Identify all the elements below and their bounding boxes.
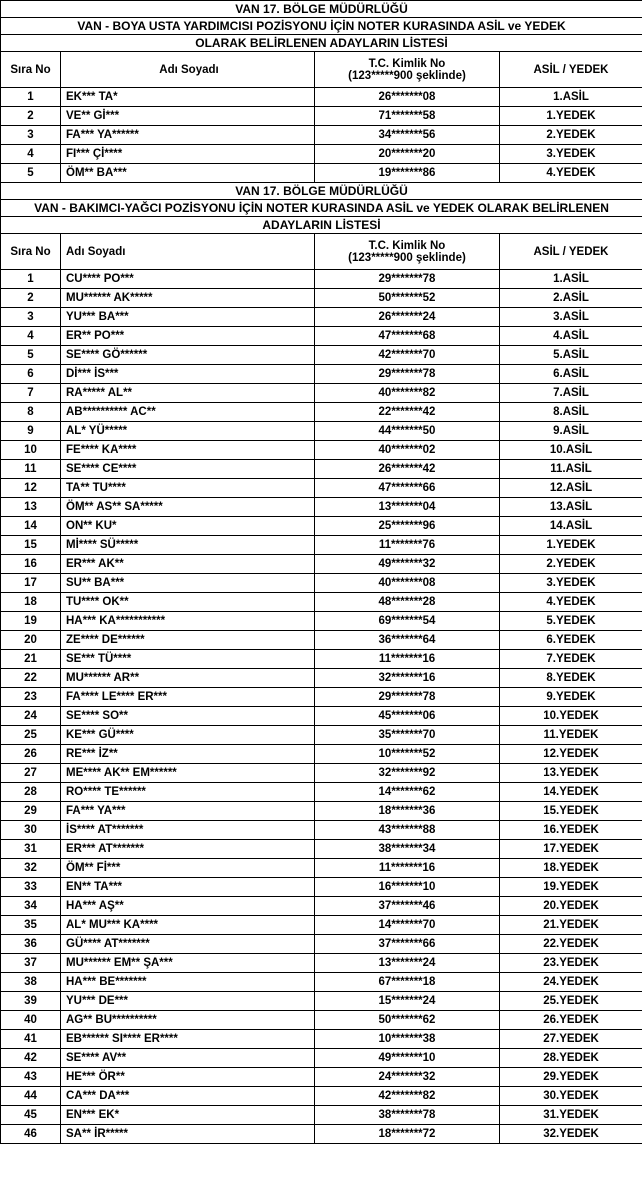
tc-kimlik-no: 36*******64	[315, 631, 500, 650]
tc-kimlik-no: 44*******50	[315, 422, 500, 441]
asil-yedek-status: 5.ASİL	[500, 346, 642, 365]
tc-kimlik-no: 26*******42	[315, 460, 500, 479]
tc-kimlik-no: 11*******16	[315, 650, 500, 669]
row-number: 18	[1, 593, 61, 612]
tc-kimlik-no: 22*******42	[315, 403, 500, 422]
asil-yedek-status: 10.ASİL	[500, 441, 642, 460]
candidate-name: VE** Gİ***	[61, 107, 315, 126]
table-row	[1, 935, 642, 954]
asil-yedek-status: 3.ASİL	[500, 308, 642, 327]
asil-yedek-status: 27.YEDEK	[500, 1030, 642, 1049]
table-row	[1, 270, 642, 289]
table-row	[1, 498, 642, 517]
header-adi-soyadi: Adı Soyadı	[61, 234, 315, 270]
row-number: 44	[1, 1087, 61, 1106]
candidate-name: FA**** LE**** ER***	[61, 688, 315, 707]
candidate-name: ON** KU*	[61, 517, 315, 536]
asil-yedek-status: 6.YEDEK	[500, 631, 642, 650]
candidate-name: SE**** SO**	[61, 707, 315, 726]
candidate-name: FE**** KA****	[61, 441, 315, 460]
table-row	[1, 365, 642, 384]
table-row	[1, 973, 642, 992]
tc-kimlik-no: 25*******96	[315, 517, 500, 536]
tc-kimlik-no: 13*******04	[315, 498, 500, 517]
table-row	[1, 916, 642, 935]
tc-kimlik-no: 49*******32	[315, 555, 500, 574]
table-header-row	[1, 52, 642, 88]
asil-yedek-status: 2.ASİL	[500, 289, 642, 308]
asil-yedek-status: 4.YEDEK	[500, 593, 642, 612]
row-number: 10	[1, 441, 61, 460]
row-number: 38	[1, 973, 61, 992]
candidate-name: YU*** DE***	[61, 992, 315, 1011]
candidate-name: ME**** AK** EM******	[61, 764, 315, 783]
table-row	[1, 954, 642, 973]
table-row	[1, 441, 642, 460]
table-row	[1, 688, 642, 707]
table-row	[1, 164, 642, 183]
asil-yedek-status: 28.YEDEK	[500, 1049, 642, 1068]
row-number: 25	[1, 726, 61, 745]
table-row	[1, 555, 642, 574]
candidate-name: EN*** EK*	[61, 1106, 315, 1125]
table-row	[1, 631, 642, 650]
candidate-name: SE**** GÖ******	[61, 346, 315, 365]
asil-yedek-status: 25.YEDEK	[500, 992, 642, 1011]
asil-yedek-status: 17.YEDEK	[500, 840, 642, 859]
row-number: 32	[1, 859, 61, 878]
row-number: 46	[1, 1125, 61, 1144]
row-number: 2	[1, 107, 61, 126]
table-row	[1, 308, 642, 327]
header-sira-no: Sıra No	[1, 52, 61, 88]
candidate-name: Dİ*** İS***	[61, 365, 315, 384]
table-row	[1, 1087, 642, 1106]
section1-title-row	[1, 35, 642, 52]
tc-kimlik-no: 42*******70	[315, 346, 500, 365]
asil-yedek-status: 9.ASİL	[500, 422, 642, 441]
asil-yedek-status: 6.ASİL	[500, 365, 642, 384]
row-number: 28	[1, 783, 61, 802]
candidate-name: CA*** DA***	[61, 1087, 315, 1106]
table-row	[1, 821, 642, 840]
asil-yedek-status: 22.YEDEK	[500, 935, 642, 954]
header-tc-kimlik	[315, 234, 500, 270]
candidate-name: HE*** ÖR**	[61, 1068, 315, 1087]
table-row	[1, 593, 642, 612]
row-number: 26	[1, 745, 61, 764]
asil-yedek-status: 1.ASİL	[500, 88, 642, 107]
tc-kimlik-no: 37*******46	[315, 897, 500, 916]
tc-kimlik-no: 40*******08	[315, 574, 500, 593]
tc-kimlik-no: 10*******52	[315, 745, 500, 764]
header-sira-no: Sıra No	[1, 234, 61, 270]
row-number: 9	[1, 422, 61, 441]
candidate-name: MU****** AK*****	[61, 289, 315, 308]
candidate-name: SE**** AV**	[61, 1049, 315, 1068]
candidate-name: SE*** TÜ****	[61, 650, 315, 669]
row-number: 42	[1, 1049, 61, 1068]
table-row	[1, 1068, 642, 1087]
row-number: 21	[1, 650, 61, 669]
asil-yedek-status: 24.YEDEK	[500, 973, 642, 992]
row-number: 43	[1, 1068, 61, 1087]
table-row	[1, 1125, 642, 1144]
tc-kimlik-no: 35*******70	[315, 726, 500, 745]
candidate-name: ER*** AK**	[61, 555, 315, 574]
candidate-name: HA*** AŞ**	[61, 897, 315, 916]
header-asil-yedek: ASİL / YEDEK	[500, 234, 642, 270]
list-title: ADAYLARIN LİSTESİ	[1, 217, 642, 234]
tc-kimlik-no: 47*******66	[315, 479, 500, 498]
row-number: 23	[1, 688, 61, 707]
tc-kimlik-no: 18*******36	[315, 802, 500, 821]
row-number: 31	[1, 840, 61, 859]
asil-yedek-status: 7.YEDEK	[500, 650, 642, 669]
tc-kimlik-no: 15*******24	[315, 992, 500, 1011]
row-number: 5	[1, 346, 61, 365]
table-row	[1, 992, 642, 1011]
table-row	[1, 107, 642, 126]
tc-kimlik-no: 16*******10	[315, 878, 500, 897]
row-number: 19	[1, 612, 61, 631]
table-row	[1, 669, 642, 688]
row-number: 4	[1, 327, 61, 346]
row-number: 36	[1, 935, 61, 954]
asil-yedek-status: 21.YEDEK	[500, 916, 642, 935]
candidate-name: FA*** YA***	[61, 802, 315, 821]
table-row	[1, 384, 642, 403]
asil-yedek-status: 1.YEDEK	[500, 536, 642, 555]
table-row	[1, 612, 642, 631]
asil-yedek-status: 15.YEDEK	[500, 802, 642, 821]
candidate-name: CU**** PO***	[61, 270, 315, 289]
row-number: 11	[1, 460, 61, 479]
row-number: 6	[1, 365, 61, 384]
asil-yedek-status: 7.ASİL	[500, 384, 642, 403]
candidate-name: GÜ**** AT*******	[61, 935, 315, 954]
row-number: 24	[1, 707, 61, 726]
header-adi-soyadi: Adı Soyadı	[61, 52, 315, 88]
table-row	[1, 707, 642, 726]
table-row	[1, 1049, 642, 1068]
list-title: OLARAK BELİRLENEN ADAYLARIN LİSTESİ	[1, 35, 642, 52]
tc-kimlik-no: 38*******34	[315, 840, 500, 859]
candidate-name: SU** BA***	[61, 574, 315, 593]
table-row	[1, 126, 642, 145]
header-tc-kimlik	[315, 52, 500, 88]
section2-title-row	[1, 183, 642, 200]
table-row	[1, 88, 642, 107]
tc-kimlik-no: 26*******08	[315, 88, 500, 107]
asil-yedek-status: 14.YEDEK	[500, 783, 642, 802]
row-number: 35	[1, 916, 61, 935]
candidate-name: FA*** YA******	[61, 126, 315, 145]
candidate-name: HA*** KA***********	[61, 612, 315, 631]
table-row	[1, 840, 642, 859]
asil-yedek-status: 31.YEDEK	[500, 1106, 642, 1125]
candidate-name: Mİ**** SÜ*****	[61, 536, 315, 555]
candidate-name: EK*** TA*	[61, 88, 315, 107]
row-number: 29	[1, 802, 61, 821]
asil-yedek-status: 4.YEDEK	[500, 164, 642, 183]
row-number: 16	[1, 555, 61, 574]
tc-kimlik-no: 48*******28	[315, 593, 500, 612]
candidate-name: RO**** TE******	[61, 783, 315, 802]
tc-kimlik-no: 29*******78	[315, 688, 500, 707]
asil-yedek-status: 1.ASİL	[500, 270, 642, 289]
table-row	[1, 802, 642, 821]
asil-yedek-status: 13.ASİL	[500, 498, 642, 517]
candidate-name: EN** TA***	[61, 878, 315, 897]
asil-yedek-status: 26.YEDEK	[500, 1011, 642, 1030]
section1-title-row	[1, 18, 642, 35]
tc-kimlik-no: 32*******16	[315, 669, 500, 688]
section2-title-row	[1, 200, 642, 217]
row-number: 45	[1, 1106, 61, 1125]
tc-kimlik-no: 26*******24	[315, 308, 500, 327]
tc-kimlik-no: 38*******78	[315, 1106, 500, 1125]
asil-yedek-status: 19.YEDEK	[500, 878, 642, 897]
table-row	[1, 536, 642, 555]
asil-yedek-status: 12.YEDEK	[500, 745, 642, 764]
section1-title-row	[1, 1, 642, 18]
row-number: 17	[1, 574, 61, 593]
office-title: VAN 17. BÖLGE MÜDÜRLÜĞÜ	[1, 183, 642, 200]
tc-kimlik-no: 29*******78	[315, 270, 500, 289]
row-number: 5	[1, 164, 61, 183]
asil-yedek-status: 20.YEDEK	[500, 897, 642, 916]
table-row	[1, 745, 642, 764]
header-asil-yedek: ASİL / YEDEK	[500, 52, 642, 88]
candidate-name: YU*** BA***	[61, 308, 315, 327]
table-row	[1, 859, 642, 878]
tc-kimlik-no: 11*******76	[315, 536, 500, 555]
asil-yedek-status: 2.YEDEK	[500, 126, 642, 145]
tc-kimlik-no: 18*******72	[315, 1125, 500, 1144]
candidate-name: SE**** CE****	[61, 460, 315, 479]
row-number: 2	[1, 289, 61, 308]
asil-yedek-status: 16.YEDEK	[500, 821, 642, 840]
asil-yedek-status: 23.YEDEK	[500, 954, 642, 973]
candidate-name: FI*** Çİ****	[61, 145, 315, 164]
row-number: 7	[1, 384, 61, 403]
candidate-name: ÖM** AS** SA*****	[61, 498, 315, 517]
tc-kimlik-no: 32*******92	[315, 764, 500, 783]
tc-kimlik-no: 43*******88	[315, 821, 500, 840]
row-number: 30	[1, 821, 61, 840]
row-number: 14	[1, 517, 61, 536]
tc-kimlik-no: 40*******82	[315, 384, 500, 403]
tc-kimlik-no: 49*******10	[315, 1049, 500, 1068]
tc-kimlik-no: 42*******82	[315, 1087, 500, 1106]
candidate-name: AG** BU**********	[61, 1011, 315, 1030]
row-number: 34	[1, 897, 61, 916]
tc-kimlik-no: 67*******18	[315, 973, 500, 992]
tc-kimlik-no: 20*******20	[315, 145, 500, 164]
row-number: 1	[1, 88, 61, 107]
table-row	[1, 145, 642, 164]
asil-yedek-status: 18.YEDEK	[500, 859, 642, 878]
row-number: 4	[1, 145, 61, 164]
table-row	[1, 422, 642, 441]
asil-yedek-status: 13.YEDEK	[500, 764, 642, 783]
row-number: 1	[1, 270, 61, 289]
table-row	[1, 517, 642, 536]
table-row	[1, 346, 642, 365]
asil-yedek-status: 4.ASİL	[500, 327, 642, 346]
row-number: 27	[1, 764, 61, 783]
row-number: 37	[1, 954, 61, 973]
asil-yedek-status: 10.YEDEK	[500, 707, 642, 726]
asil-yedek-status: 1.YEDEK	[500, 107, 642, 126]
candidate-name: İS**** AT*******	[61, 821, 315, 840]
row-number: 33	[1, 878, 61, 897]
asil-yedek-status: 8.YEDEK	[500, 669, 642, 688]
header-tc-format: (123*****900 şeklinde)	[348, 69, 466, 82]
table-row	[1, 403, 642, 422]
list-title: VAN - BOYA USTA YARDIMCISI POZİSYONU İÇİN NOTER KURASINDA ASİL ve YEDEK	[1, 18, 642, 35]
tc-kimlik-no: 50*******62	[315, 1011, 500, 1030]
table-header-row	[1, 234, 642, 270]
row-number: 3	[1, 126, 61, 145]
list-title: VAN - BAKIMCI-YAĞCI POZİSYONU İÇİN NOTER KURASINDA ASİL ve YEDEK OLARAK BELİRLENEN	[1, 200, 642, 217]
table-row	[1, 726, 642, 745]
tc-kimlik-no: 71*******58	[315, 107, 500, 126]
row-number: 22	[1, 669, 61, 688]
candidate-name: ÖM** Fİ***	[61, 859, 315, 878]
tc-kimlik-no: 37*******66	[315, 935, 500, 954]
row-number: 15	[1, 536, 61, 555]
candidate-name: ÖM** BA***	[61, 164, 315, 183]
table-row	[1, 650, 642, 669]
candidate-name: ER** PO***	[61, 327, 315, 346]
table-row	[1, 897, 642, 916]
tc-kimlik-no: 47*******68	[315, 327, 500, 346]
table-row	[1, 460, 642, 479]
asil-yedek-status: 3.YEDEK	[500, 145, 642, 164]
row-number: 13	[1, 498, 61, 517]
row-number: 39	[1, 992, 61, 1011]
tc-kimlik-no: 34*******56	[315, 126, 500, 145]
tc-kimlik-no: 14*******70	[315, 916, 500, 935]
candidate-name: AL* YÜ*****	[61, 422, 315, 441]
table-row	[1, 783, 642, 802]
header-tc-label: T.C. Kimlik No	[368, 57, 446, 70]
row-number: 40	[1, 1011, 61, 1030]
table-row	[1, 289, 642, 308]
office-title: VAN 17. BÖLGE MÜDÜRLÜĞÜ	[1, 1, 642, 18]
candidate-name: TU**** OK**	[61, 593, 315, 612]
candidate-name: RE*** İZ**	[61, 745, 315, 764]
table-row	[1, 1106, 642, 1125]
asil-yedek-status: 11.ASİL	[500, 460, 642, 479]
candidate-name: EB****** SI**** ER****	[61, 1030, 315, 1049]
asil-yedek-status: 30.YEDEK	[500, 1087, 642, 1106]
asil-yedek-status: 32.YEDEK	[500, 1125, 642, 1144]
row-number: 3	[1, 308, 61, 327]
candidate-name: TA** TU****	[61, 479, 315, 498]
candidate-name: SA** İR*****	[61, 1125, 315, 1144]
candidate-name: RA***** AL**	[61, 384, 315, 403]
tc-kimlik-no: 24*******32	[315, 1068, 500, 1087]
candidate-name: MU****** EM** ŞA***	[61, 954, 315, 973]
tc-kimlik-no: 11*******16	[315, 859, 500, 878]
tc-kimlik-no: 40*******02	[315, 441, 500, 460]
tc-kimlik-no: 13*******24	[315, 954, 500, 973]
table-row	[1, 327, 642, 346]
tc-kimlik-no: 29*******78	[315, 365, 500, 384]
table-row	[1, 574, 642, 593]
asil-yedek-status: 14.ASİL	[500, 517, 642, 536]
header-tc-format: (123*****900 şeklinde)	[348, 251, 466, 264]
candidate-name: AB********** AC**	[61, 403, 315, 422]
table-row	[1, 878, 642, 897]
candidate-name: KE*** GÜ****	[61, 726, 315, 745]
asil-yedek-status: 12.ASİL	[500, 479, 642, 498]
tc-kimlik-no: 14*******62	[315, 783, 500, 802]
tc-kimlik-no: 50*******52	[315, 289, 500, 308]
candidate-name: ZE**** DE******	[61, 631, 315, 650]
asil-yedek-status: 11.YEDEK	[500, 726, 642, 745]
asil-yedek-status: 9.YEDEK	[500, 688, 642, 707]
table-row	[1, 764, 642, 783]
candidate-name: AL* MU*** KA****	[61, 916, 315, 935]
tc-kimlik-no: 45*******06	[315, 707, 500, 726]
asil-yedek-status: 5.YEDEK	[500, 612, 642, 631]
asil-yedek-status: 8.ASİL	[500, 403, 642, 422]
asil-yedek-status: 3.YEDEK	[500, 574, 642, 593]
candidate-name: ER*** AT*******	[61, 840, 315, 859]
table-row	[1, 1011, 642, 1030]
asil-yedek-status: 2.YEDEK	[500, 555, 642, 574]
header-tc-label: T.C. Kimlik No	[368, 239, 446, 252]
row-number: 8	[1, 403, 61, 422]
row-number: 41	[1, 1030, 61, 1049]
asil-yedek-status: 29.YEDEK	[500, 1068, 642, 1087]
tc-kimlik-no: 69*******54	[315, 612, 500, 631]
row-number: 20	[1, 631, 61, 650]
table-row	[1, 479, 642, 498]
tc-kimlik-no: 19*******86	[315, 164, 500, 183]
candidate-name: MU****** AR**	[61, 669, 315, 688]
row-number: 12	[1, 479, 61, 498]
tc-kimlik-no: 10*******38	[315, 1030, 500, 1049]
table-row	[1, 1030, 642, 1049]
candidate-name: HA*** BE*******	[61, 973, 315, 992]
section2-title-row	[1, 217, 642, 234]
